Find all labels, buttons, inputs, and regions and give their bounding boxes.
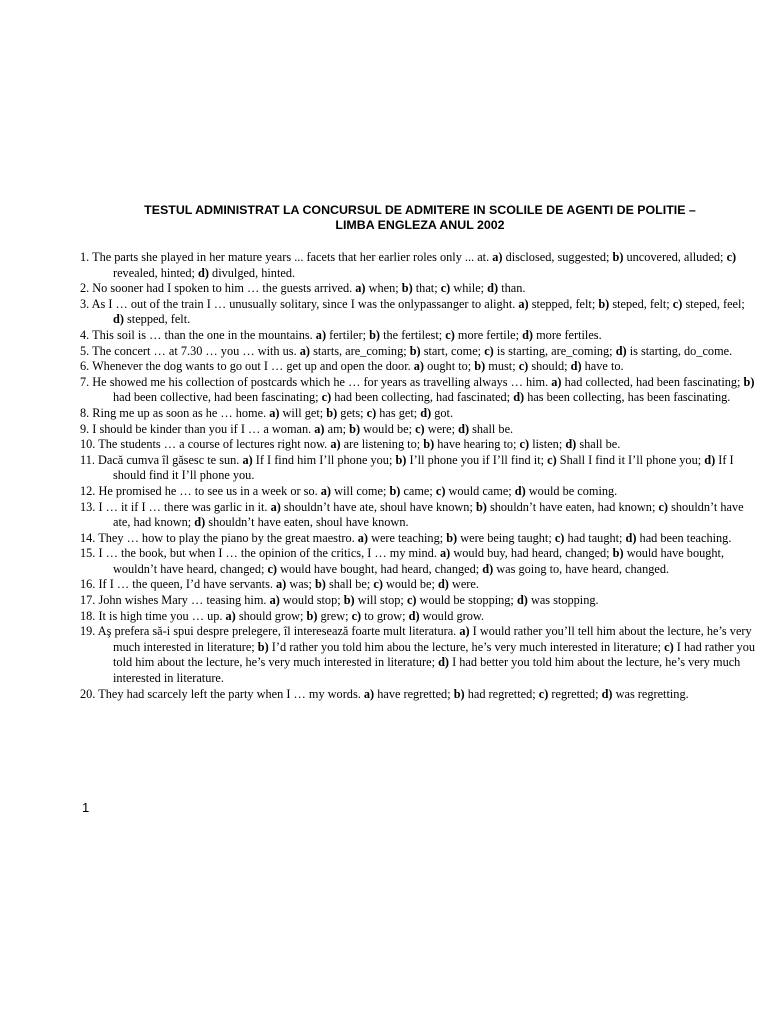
title-line-2: LIMBA ENGLEZA ANUL 2002 [335,218,505,232]
option-text: am; [327,421,347,436]
option-letter: b) [401,281,413,296]
question-stem: 1. The parts she played in her mature years ... facets that her earlier roles only ... at. [80,250,490,264]
question-stem: 16. If I … the queen, I’d have servants. [80,577,273,592]
option-letter: b) [409,343,421,358]
question-item [80,500,756,531]
option-text: have regretted; [377,686,451,701]
option-letter: c) [658,499,669,514]
option-text: I would rather you’ll tell him about the lecture, he’s very much interested in literature; [113,624,752,654]
option-letter: a) [459,624,470,639]
option-text: would stop; [282,593,341,608]
option-text: was stopping. [530,593,599,608]
option-letter: b) [598,296,610,311]
option-letter: c) [519,437,530,452]
option-letter: c) [373,577,383,592]
question-stem: 18. It is high time you … up. [80,608,223,623]
option-letter: d) [601,686,613,701]
option-text: would be coming. [528,483,618,498]
option-letter: a) [299,343,310,358]
question-item [80,422,756,438]
question-item [80,484,756,500]
option-letter: a) [355,281,366,296]
option-text: shouldn’t have eaten, had known; [489,499,656,514]
option-text: had been teaching. [639,530,732,545]
option-text: starts, are_coming; [313,343,407,358]
option-letter: c) [351,608,362,623]
option-letter: a) [269,405,280,420]
option-text: uncovered, alluded; [626,250,724,264]
option-letter: a) [363,686,375,701]
option-letter: b) [306,608,318,623]
option-letter: c) [664,639,674,654]
question-stem: 3. As I … out of the train I … unusually solitary, since I was the onlypassanger to alight. [80,296,516,311]
option-text: would buy, had heard, changed; [453,546,610,561]
option-text: regretted; [551,686,599,701]
option-text: steped, feel; [685,296,745,311]
option-text: will come; [334,483,387,498]
option-letter: c) [445,327,455,342]
option-text: disclosed, suggested; [505,250,610,264]
question-item [80,281,756,297]
option-text: had collected, had been fascinating; [564,374,741,389]
question-item [80,437,756,453]
question-item [80,250,756,281]
option-text: should grow; [238,608,304,623]
option-letter: d) [565,437,577,452]
option-text: fertiler; [329,327,366,342]
option-letter: c) [672,296,683,311]
option-letter: d) [516,593,528,608]
option-text: is starting, do_come. [629,343,733,358]
question-item [80,359,756,375]
option-letter: a) [518,296,529,311]
option-letter: d) [194,515,206,530]
option-text: I’d rather you told him abou the lecture, he’s very much interested in literature; [271,639,662,654]
option-text: shall be. [472,421,514,436]
option-letter: d) [570,359,582,374]
option-letter: d) [420,405,432,420]
question-stem: 14. They … how to play the piano by the great maestro. [80,530,355,545]
question-item [80,577,756,593]
question-item [80,624,756,686]
option-letter: a) [269,593,280,608]
option-text: more fertile; [457,327,520,342]
option-text: were; [427,421,456,436]
option-letter: a) [357,530,369,545]
option-text: would be stopping; [419,593,514,608]
option-letter: b) [743,374,755,389]
question-stem: 11. Dacă cumva îl găsesc te sun. [80,452,240,467]
option-letter: d) [458,421,470,436]
question-item [80,546,756,577]
option-text: would have bought, wouldn’t have heard, changed; [113,546,725,576]
option-text: shall be; [328,577,371,592]
option-letter: c) [726,250,737,264]
question-stem: 10. The students … a course of lectures right now. [80,437,328,452]
question-item [80,344,756,360]
option-text: If I should find it I’ll phone you. [113,452,734,483]
option-text: were teaching; [371,530,444,545]
option-text: must; [488,359,516,374]
option-letter: c) [366,405,377,420]
option-text: has get; [379,405,418,420]
option-letter: b) [349,421,361,436]
option-letter: b) [257,639,269,654]
option-letter: c) [538,686,549,701]
option-letter: b) [612,546,624,561]
question-item [80,328,756,344]
option-letter: d) [522,327,534,342]
option-letter: b) [453,686,465,701]
option-letter: d) [482,561,494,576]
question-item [80,375,756,406]
option-letter: b) [475,499,487,514]
question-item [80,609,756,625]
option-text: I had rather you told him about the lecture, he’s very much interested in literature; [113,639,755,670]
option-letter: d) [704,452,716,467]
option-letter: c) [267,561,278,576]
question-stem: 15. I … the book, but when I … the opinion of the critics, I … my mind. [80,546,437,561]
option-letter: c) [547,452,557,467]
question-stem: 8. Ring me up as soon as he … home. [80,405,267,420]
option-letter: c) [554,530,565,545]
option-letter: b) [389,483,401,498]
question-stem: 9. I should be kinder than you if I … a woman. [80,421,312,436]
question-stem: 6. Whenever the dog wants to go out I … get up and open the door. [80,359,411,374]
option-letter: b) [343,593,355,608]
option-text: If I find him I’ll phone you; [255,452,393,467]
question-item [80,531,756,547]
question-stem: 19. Aş prefera să-i spui despre prelegere, îl interesează foarte mult literatura. [80,624,457,639]
option-letter: a) [315,327,327,342]
option-letter: b) [423,437,435,452]
option-text: would be; [386,577,435,592]
option-letter: d) [438,655,450,670]
option-letter: a) [492,250,503,264]
option-text: would have bought, had heard, changed; [280,561,480,576]
option-text: stepped, felt; [531,296,596,311]
question-stem: 20. They had scarcely left the party when I … my words. [80,686,361,701]
option-text: have hearing to; [437,437,517,452]
option-letter: d) [408,608,420,623]
option-letter: a) [242,452,253,467]
option-text: have to. [584,359,624,374]
option-text: was going to, have heard, changed. [496,561,670,576]
question-list [80,250,756,702]
option-letter: c) [321,390,332,405]
option-text: listen; [532,437,563,452]
option-text: gets; [340,405,364,420]
question-item [80,453,756,484]
option-text: stepped, felt. [127,312,191,327]
option-letter: c) [484,343,494,358]
question-stem: 4. This soil is … than the one in the mountains. [80,327,313,342]
option-text: that; [415,281,438,296]
option-letter: a) [225,608,236,623]
option-text: came; [403,483,433,498]
option-text: are listening to; [343,437,421,452]
option-letter: d) [625,530,637,545]
question-stem: 12. He promised he … to see us in a week or so. [80,483,318,498]
question-stem: 13. I … it if I … there was garlic in it. [80,499,268,514]
option-text: was regretting. [615,686,689,701]
option-text: will stop; [357,593,404,608]
option-letter: c) [415,421,425,436]
question-item [80,406,756,422]
option-letter: a) [314,421,325,436]
option-text: than. [501,281,526,296]
option-text: had been collecting, had fascinated; [334,390,511,405]
option-text: Shall I find it I’ll phone you; [559,452,702,467]
option-text: had regretted; [467,686,536,701]
question-item [80,687,756,703]
question-stem: 17. John wishes Mary … teasing him. [80,593,267,608]
option-letter: a) [276,577,287,592]
option-letter: b) [314,577,326,592]
option-letter: a) [439,546,451,561]
option-text: were. [451,577,479,592]
option-text: would be; [363,421,412,436]
option-letter: c) [406,593,417,608]
option-text: start, come; [423,343,482,358]
option-letter: a) [330,437,341,452]
option-text: while; [453,281,485,296]
option-text: revealed, hinted; [113,265,195,280]
question-item [80,593,756,609]
option-letter: b) [612,250,624,264]
option-text: more fertiles. [536,327,602,342]
option-text: to grow; [364,608,406,623]
option-letter: c) [518,359,529,374]
option-text: shouldn’t have eaten, shoul have known. [208,515,409,530]
option-text: divulged, hinted. [212,265,296,280]
option-text: will get; [282,405,324,420]
option-letter: b) [474,359,486,374]
option-letter: d) [615,343,627,358]
option-letter: a) [551,374,562,389]
option-letter: d) [513,390,525,405]
option-text: would came; [448,483,512,498]
option-text: ought to; [427,359,472,374]
option-text: shouldn’t have ate, had known; [113,499,744,530]
option-letter: b) [395,452,407,467]
option-text: should; [531,359,568,374]
option-text: the fertilest; [383,327,443,342]
option-letter: d) [514,483,526,498]
question-stem: 7. He showed me his collection of postcards which he … for years as travelling always … him. [80,374,549,389]
option-text: has been collecting, has been fascinating. [527,390,731,405]
option-text: I had better you told him about the lecture, he’s very much interested in literature. [113,655,741,686]
option-text: got. [434,405,454,420]
option-text: grew; [320,608,349,623]
option-letter: c) [440,281,451,296]
option-text: had been collective, had been fascinating; [113,390,319,405]
option-text: when; [368,281,399,296]
option-text: had taught; [567,530,623,545]
option-letter: d) [198,265,209,280]
question-stem: 5. The concert … at 7.30 … you … with us. [80,343,297,358]
option-letter: a) [413,359,425,374]
option-text: shouldn’t have ate, shoul have known; [283,499,473,514]
option-text: I’ll phone you if I’ll find it; [409,452,545,467]
option-text: would grow. [422,608,485,623]
option-letter: a) [320,483,332,498]
option-letter: b) [326,405,338,420]
option-letter: c) [435,483,446,498]
document-title [70,203,768,233]
option-letter: b) [369,327,381,342]
question-stem: 2. No sooner had I spoken to him … the guests arrived. [80,281,353,296]
option-text: steped, felt; [612,296,670,311]
option-letter: d) [437,577,449,592]
page-number: 1 [82,800,90,815]
option-text: were being taught; [460,530,552,545]
option-text: was; [289,577,312,592]
option-text: shall be. [579,437,621,452]
title-line-1: TESTUL ADMINISTRAT LA CONCURSUL DE ADMITERE IN SCOLILE DE AGENTI DE POLITIE – [144,203,696,217]
option-letter: d) [487,281,499,296]
option-letter: a) [270,499,281,514]
option-text: is starting, are_coming; [496,343,613,358]
option-letter: d) [113,312,124,327]
question-item [80,297,756,328]
option-letter: b) [446,530,458,545]
